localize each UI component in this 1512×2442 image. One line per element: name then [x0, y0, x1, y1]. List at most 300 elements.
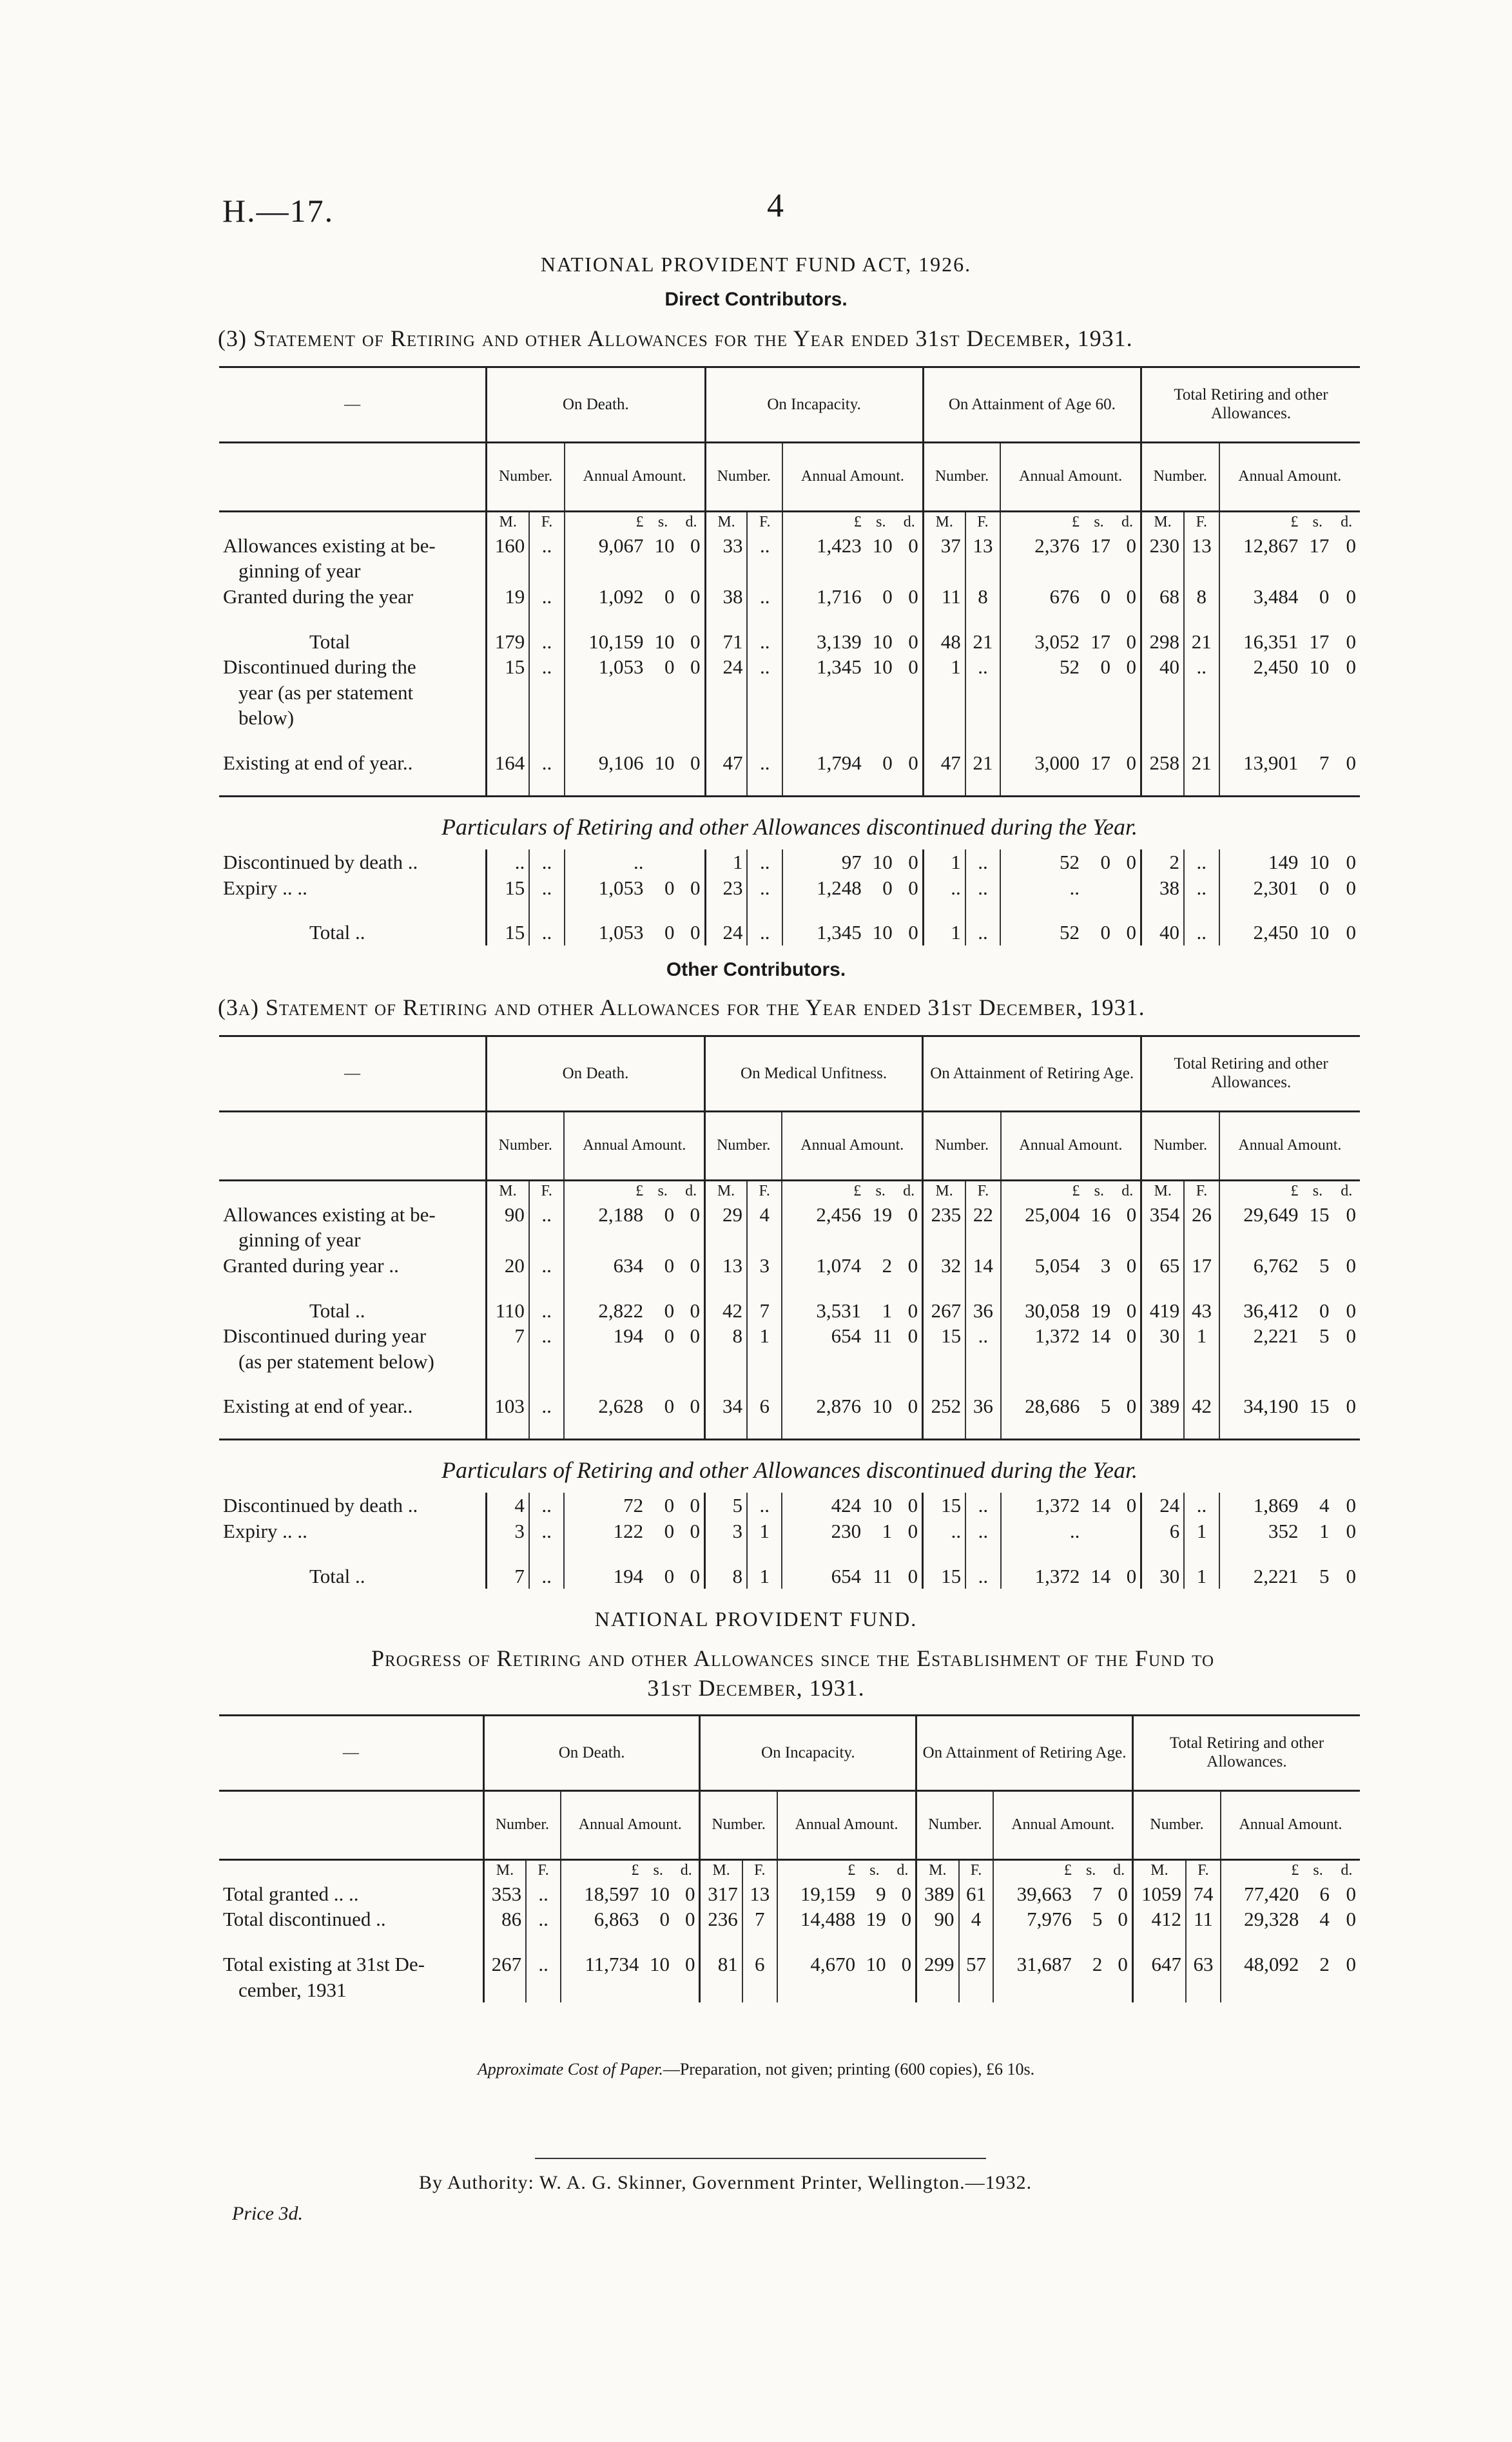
group-header: Total Retiring and other Allowances.: [1141, 367, 1360, 443]
cell-value: 11: [923, 584, 965, 610]
cell-value: ..: [965, 1493, 1001, 1518]
cell-value: 0: [908, 585, 918, 608]
cost-of-paper: [0, 2060, 1512, 2079]
cell-value: 0: [907, 1203, 918, 1226]
cell-value: 0: [907, 1564, 918, 1587]
cell-value: 0: [1346, 534, 1356, 557]
cell-value: 16,351: [1219, 629, 1303, 655]
cell-value: 11: [873, 1564, 893, 1587]
cell-value: 21: [965, 750, 1001, 776]
cell-value: 258: [1141, 750, 1184, 776]
cell-value: 71: [705, 629, 747, 655]
row-label: cember, 1931: [238, 1978, 347, 2001]
cell-value: 0: [1126, 1564, 1137, 1587]
cell-value: 267: [923, 1298, 966, 1324]
cell-value: 1: [923, 849, 965, 875]
cell-value: 5: [1100, 1395, 1111, 1418]
cell-value: 0: [907, 1520, 918, 1543]
cell-value: 0: [907, 1254, 918, 1277]
cell-value: 1,345: [782, 654, 866, 680]
unit-d: d.: [680, 1862, 692, 1879]
annual-amount-header: Annual Amount.: [782, 1112, 922, 1181]
row-label: Expiry .. ..: [223, 876, 307, 899]
cell-value: ..: [529, 654, 565, 680]
number-header: Number.: [1141, 443, 1219, 512]
unit-f: F.: [1184, 512, 1219, 533]
cell-value: 1: [747, 1518, 782, 1544]
cell-value: 1,372: [1001, 1323, 1084, 1349]
cell-value: 0: [1100, 921, 1111, 944]
cell-value: 10: [872, 1395, 893, 1418]
row-label: ginning of year: [238, 559, 361, 583]
cell-value: 0: [1346, 1324, 1356, 1348]
cell-value: 0: [1126, 1494, 1137, 1517]
cell-value: 0: [1126, 1395, 1137, 1418]
row-label: (as per statement below): [238, 1350, 434, 1373]
cell-value: 10: [872, 1494, 893, 1517]
cell-value: ..: [529, 584, 565, 610]
cell-value: 2,456: [782, 1202, 865, 1228]
cell-value: 10: [1309, 655, 1330, 679]
cell-value: 0: [684, 1952, 695, 1975]
number-header: Number.: [923, 443, 1000, 512]
cell-value: 0: [1126, 585, 1136, 608]
group-header: On Death.: [487, 367, 705, 443]
unit-s: s.: [1313, 1862, 1323, 1879]
cell-value: 23: [705, 875, 747, 901]
cell-value: 0: [1346, 1520, 1356, 1543]
cell-value: 1,794: [782, 750, 866, 776]
cell-value: 5: [1092, 1908, 1103, 1931]
cell-value: ..: [526, 1881, 561, 1907]
cell-value: 0: [664, 1324, 675, 1348]
number-header: Number.: [487, 443, 565, 512]
cell-value: 0: [908, 751, 918, 775]
group-header: On Death.: [483, 1716, 700, 1791]
cell-value: 354: [1141, 1202, 1185, 1228]
cell-value: 63: [1186, 1952, 1221, 1977]
cell-value: 52: [1000, 654, 1083, 680]
annual-amount-header: Annual Amount.: [777, 1791, 916, 1860]
cell-value: 3,000: [1000, 750, 1083, 776]
cell-value: ..: [747, 750, 782, 776]
unit-d: d.: [1121, 514, 1133, 530]
cell-value: 74: [1186, 1881, 1221, 1907]
cell-value: 77,420: [1221, 1881, 1303, 1907]
row-label: year (as per statement: [238, 681, 414, 704]
cell-value: 2: [882, 1254, 893, 1277]
cell-value: 0: [1118, 1908, 1128, 1931]
cell-value: 10: [872, 921, 893, 944]
cell-value: 353: [483, 1881, 526, 1907]
cell-value: 0: [664, 921, 675, 944]
unit-m: M.: [1141, 1181, 1185, 1202]
direct-contributors-heading: Direct Contributors.: [664, 289, 848, 310]
cell-value: 0: [1346, 1254, 1356, 1277]
cell-value: ..: [529, 629, 565, 655]
table-row: [219, 558, 1360, 584]
unit-s: s.: [1094, 1183, 1104, 1199]
unit-f: F.: [1186, 1860, 1221, 1881]
cell-value: [679, 849, 705, 875]
cell-value: 2: [1092, 1952, 1103, 1975]
cell-value: 0: [1126, 851, 1136, 874]
cell-value: 40: [1141, 920, 1184, 945]
cell-value: 13,901: [1219, 750, 1303, 776]
cell-value: 39,663: [993, 1881, 1075, 1907]
cell-value: 48: [923, 629, 965, 655]
cell-value: 14: [1090, 1564, 1111, 1587]
cell-value: 252: [923, 1393, 966, 1419]
cell-value: 0: [1346, 1395, 1356, 1418]
cell-value: 13: [965, 533, 1001, 559]
cell-value: ..: [1184, 849, 1219, 875]
table-row: [219, 705, 1360, 731]
cell-value: 47: [923, 750, 965, 776]
cell-value: ..: [526, 1952, 561, 1977]
cell-value: 7: [742, 1906, 777, 1932]
cell-value: 4,670: [777, 1952, 859, 1977]
cell-value: 352: [1219, 1518, 1303, 1544]
unit-d: d.: [903, 514, 915, 530]
group-header: On Death.: [486, 1036, 704, 1112]
cell-value: 0: [690, 585, 701, 608]
cell-value: 2,221: [1219, 1564, 1303, 1589]
cell-value: 2,221: [1219, 1323, 1303, 1349]
cell-value: 0: [690, 1299, 701, 1322]
cell-value: 236: [700, 1906, 742, 1932]
cell-value: ..: [1184, 1493, 1219, 1518]
cell-value: 1,092: [565, 584, 648, 610]
cell-value: 0: [1346, 1299, 1356, 1322]
cell-value: 5: [1319, 1564, 1330, 1587]
unit-f: F.: [529, 1181, 565, 1202]
cell-value: 10: [649, 1882, 670, 1905]
row-label: Allowances existing at be-: [223, 1203, 436, 1226]
cell-value: 1: [747, 1564, 782, 1589]
cell-value: 34,190: [1219, 1393, 1303, 1419]
cost-text: —Preparation, not given; printing (600 copies), £6 10s.: [663, 2060, 1035, 2079]
cell-value: 14: [965, 1253, 1001, 1279]
cell-value: ..: [1184, 920, 1219, 945]
unit-pound: £: [564, 1181, 647, 1202]
cell-value: 9,067: [565, 533, 648, 559]
cell-value: 4: [747, 1202, 782, 1228]
cell-value: ..: [747, 629, 782, 655]
cell-value: 0: [882, 585, 893, 608]
cell-value: 0: [1126, 1299, 1137, 1322]
cell-value: 14,488: [777, 1906, 859, 1932]
row-label: ginning of year: [238, 1228, 361, 1252]
row-label: Total ..: [309, 1564, 365, 1587]
cell-value: 0: [684, 1882, 695, 1905]
cell-value: 13: [742, 1881, 777, 1907]
cell-value: 654: [782, 1323, 865, 1349]
cell-value: ..: [747, 533, 782, 559]
table-row: [219, 1952, 1360, 1977]
cell-value: 0: [690, 534, 701, 557]
unit-pound: £: [782, 1181, 865, 1202]
cell-value: ..: [529, 1393, 565, 1419]
cell-value: 86: [483, 1906, 526, 1932]
cell-value: 0: [901, 1952, 912, 1975]
cell-value: ..: [529, 533, 565, 559]
cell-value: 0: [690, 1254, 701, 1277]
unit-m: M.: [916, 1860, 959, 1881]
table-row: [219, 1493, 1360, 1518]
row-label: below): [238, 706, 295, 730]
cell-value: 299: [916, 1952, 959, 1977]
cell-value: 0: [882, 751, 893, 775]
table-row: [219, 654, 1360, 680]
cell-value: 32: [923, 1253, 966, 1279]
cell-value: 3,484: [1219, 584, 1303, 610]
unit-f: F.: [965, 1181, 1001, 1202]
cell-value: 5: [705, 1493, 747, 1518]
cell-value: 26: [1184, 1202, 1219, 1228]
cell-value: 10: [1309, 921, 1330, 944]
row-label: Total existing at 31st De-: [223, 1952, 425, 1975]
cell-value: 11: [1186, 1906, 1221, 1932]
cell-value: ..: [965, 654, 1001, 680]
unit-m: M.: [483, 1860, 526, 1881]
row-label: Total discontinued ..: [223, 1908, 386, 1931]
cell-value: 7: [1319, 751, 1330, 775]
row-label: Allowances existing at be-: [223, 534, 436, 557]
cell-value: 0: [882, 876, 893, 899]
cell-value: 0: [1346, 1494, 1356, 1517]
cell-value: 19: [866, 1908, 886, 1931]
cell-value: 17: [1184, 1253, 1219, 1279]
cell-value: 10: [649, 1952, 670, 1975]
unit-d: d.: [685, 514, 697, 530]
cell-value: 10: [872, 655, 893, 679]
table-row: [219, 750, 1360, 776]
cell-value: 0: [1346, 1952, 1356, 1975]
unit-pound: £: [1221, 1860, 1303, 1881]
printer-authority: By Authority: W. A. G. Skinner, Government Printer, Wellington.—1932.: [419, 2172, 1032, 2193]
cell-value: 61: [959, 1881, 994, 1907]
unit-m: M.: [1141, 512, 1184, 533]
cell-value: ..: [487, 849, 530, 875]
page-number: 4: [767, 188, 784, 224]
cell-value: 7: [486, 1323, 529, 1349]
cell-value: ..: [529, 875, 565, 901]
cell-value: 30: [1141, 1564, 1185, 1589]
cell-value: 8: [1184, 584, 1219, 610]
particulars-title: Particulars of Retiring and other Allowances discontinued during the Year.: [219, 796, 1360, 849]
cell-value: 13: [1184, 533, 1219, 559]
cell-value: 48,092: [1221, 1952, 1303, 1977]
cell-value: 33: [705, 533, 747, 559]
unit-s: s.: [1312, 1183, 1323, 1199]
cell-value: 6,762: [1219, 1253, 1303, 1279]
cell-value: 0: [907, 1494, 918, 1517]
cell-value: 6: [1141, 1518, 1185, 1544]
cell-value: 0: [1126, 921, 1136, 944]
cell-value: ..: [529, 1253, 565, 1279]
cell-value: 0: [1126, 1254, 1137, 1277]
cell-value: 15: [487, 654, 530, 680]
cell-value: 5,054: [1001, 1253, 1084, 1279]
cell-value: 10,159: [565, 629, 648, 655]
cell-value: 36: [965, 1298, 1001, 1324]
cell-value: 36,412: [1219, 1298, 1303, 1324]
cell-value: 0: [690, 1203, 701, 1226]
cell-value: 2,376: [1000, 533, 1083, 559]
cell-value: 10: [872, 630, 893, 653]
cell-value: 1: [882, 1299, 893, 1322]
cell-value: 24: [705, 920, 747, 945]
unit-d: d.: [897, 1862, 909, 1879]
cell-value: 40: [1141, 654, 1184, 680]
cell-value: 0: [907, 1324, 918, 1348]
cell-value: 0: [664, 1520, 675, 1543]
cell-value: 3: [486, 1518, 529, 1544]
cell-value: 110: [486, 1298, 529, 1324]
act-title: NATIONAL PROVIDENT FUND ACT, 1926.: [540, 253, 972, 276]
cell-value: 194: [564, 1564, 647, 1589]
annual-amount-header: Annual Amount.: [1219, 443, 1360, 512]
cell-value: 19: [1090, 1299, 1111, 1322]
cell-value: 29,328: [1221, 1906, 1303, 1932]
cell-value: 38: [705, 584, 747, 610]
cell-value: 7: [1092, 1882, 1103, 1905]
cell-value: 0: [664, 1203, 675, 1226]
group-header: On Attainment of Retiring Age.: [916, 1716, 1133, 1791]
cell-value: 267: [483, 1952, 526, 1977]
cell-value: 13: [705, 1253, 747, 1279]
group-header: On Medical Unfitness.: [705, 1036, 923, 1112]
cell-value: 0: [690, 1395, 701, 1418]
unit-d: d.: [1113, 1862, 1125, 1879]
statement-3a-title: (3a) Statement of Retiring and other Allowances for the Year ended 31st December, 1931.: [218, 994, 1145, 1020]
cell-value: 3: [705, 1518, 747, 1544]
cell-value: ..: [747, 584, 782, 610]
table-row: [219, 629, 1360, 655]
cell-value: 0: [664, 1254, 675, 1277]
cell-value: 1,053: [565, 654, 648, 680]
row-label: Total: [309, 630, 351, 653]
number-header: Number.: [486, 1112, 564, 1181]
cell-value: 0: [1100, 585, 1111, 608]
cell-value: 1,423: [782, 533, 866, 559]
cell-value: 8: [705, 1323, 747, 1349]
unit-pound: £: [1001, 1181, 1084, 1202]
unit-pound: £: [561, 1860, 643, 1881]
particulars-title: Particulars of Retiring and other Allowances discontinued during the Year.: [219, 1440, 1360, 1493]
cell-value: ..: [529, 1493, 565, 1518]
cell-value: 38: [1141, 875, 1184, 901]
cell-value: ..: [965, 1564, 1001, 1589]
cell-value: 8: [965, 584, 1001, 610]
cell-value: 0: [690, 921, 701, 944]
unit-pound: £: [1219, 512, 1303, 533]
cell-value: 2,450: [1219, 654, 1303, 680]
row-label: Discontinued during the: [223, 655, 416, 679]
cell-value: ..: [923, 875, 965, 901]
unit-pound: £: [565, 512, 648, 533]
unit-f: F.: [747, 512, 782, 533]
cell-value: 149: [1219, 849, 1303, 875]
cell-value: 42: [705, 1298, 747, 1324]
cell-value: 7: [486, 1564, 529, 1589]
cell-value: 1: [705, 849, 747, 875]
cell-value: 0: [690, 655, 701, 679]
cell-value: 10: [654, 751, 675, 775]
unit-f: F.: [965, 512, 1001, 533]
cell-value: 3: [1100, 1254, 1111, 1277]
table-row: [219, 533, 1360, 559]
cell-value: 0: [1346, 585, 1356, 608]
group-header: Total Retiring and other Allowances.: [1132, 1716, 1360, 1791]
cell-value: 0: [908, 921, 918, 944]
cell-value: 7,976: [993, 1906, 1075, 1932]
cell-value: 3,052: [1000, 629, 1083, 655]
cell-value: ..: [1000, 875, 1083, 901]
cell-value: 31,687: [993, 1952, 1075, 1977]
cell-value: 0: [664, 585, 675, 608]
unit-f: F.: [959, 1860, 994, 1881]
unit-f: F.: [747, 1181, 782, 1202]
cell-value: 25,004: [1001, 1202, 1084, 1228]
cell-value: 1,372: [1001, 1564, 1084, 1589]
cell-value: 2,628: [564, 1393, 647, 1419]
cell-value: 16: [1090, 1203, 1111, 1226]
number-header: Number.: [705, 443, 782, 512]
cell-value: ..: [965, 849, 1001, 875]
cell-value: 97: [782, 849, 866, 875]
unit-d: d.: [903, 1183, 915, 1199]
number-header: Number.: [700, 1791, 777, 1860]
row-label: Discontinued by death ..: [223, 851, 418, 874]
cell-value: 2: [1141, 849, 1184, 875]
cell-value: 0: [908, 655, 918, 679]
cell-value: 3: [747, 1253, 782, 1279]
cell-value: 10: [654, 534, 675, 557]
cell-value: 18,597: [561, 1881, 643, 1907]
cell-value: 0: [1346, 876, 1356, 899]
row-label: Total ..: [309, 921, 365, 944]
cell-value: [648, 849, 679, 875]
cell-value: ..: [1184, 875, 1219, 901]
unit-d: d.: [1341, 1183, 1353, 1199]
cell-value: 8: [705, 1564, 747, 1589]
cell-value: 0: [1346, 1564, 1356, 1587]
annual-amount-header: Annual Amount.: [565, 443, 705, 512]
unit-m: M.: [487, 512, 530, 533]
table-row: [219, 1881, 1360, 1907]
cell-value: 30: [1141, 1323, 1185, 1349]
cell-value: 52: [1000, 849, 1083, 875]
cell-value: 235: [923, 1202, 966, 1228]
cell-value: 11: [873, 1324, 893, 1348]
cell-value: 6: [1319, 1882, 1330, 1905]
cell-value: ..: [529, 920, 565, 945]
table-row: [219, 1253, 1360, 1279]
cell-value: 1: [1184, 1564, 1219, 1589]
cell-value: 0: [1346, 851, 1356, 874]
cell-value: 0: [1118, 1952, 1128, 1975]
number-header: Number.: [483, 1791, 561, 1860]
cell-value: [1114, 875, 1141, 901]
cell-value: 389: [916, 1881, 959, 1907]
unit-f: F.: [742, 1860, 777, 1881]
group-header: On Incapacity.: [700, 1716, 916, 1791]
cell-value: 7: [747, 1298, 782, 1324]
cell-value: 0: [1126, 1324, 1137, 1348]
cell-value: 230: [782, 1518, 865, 1544]
